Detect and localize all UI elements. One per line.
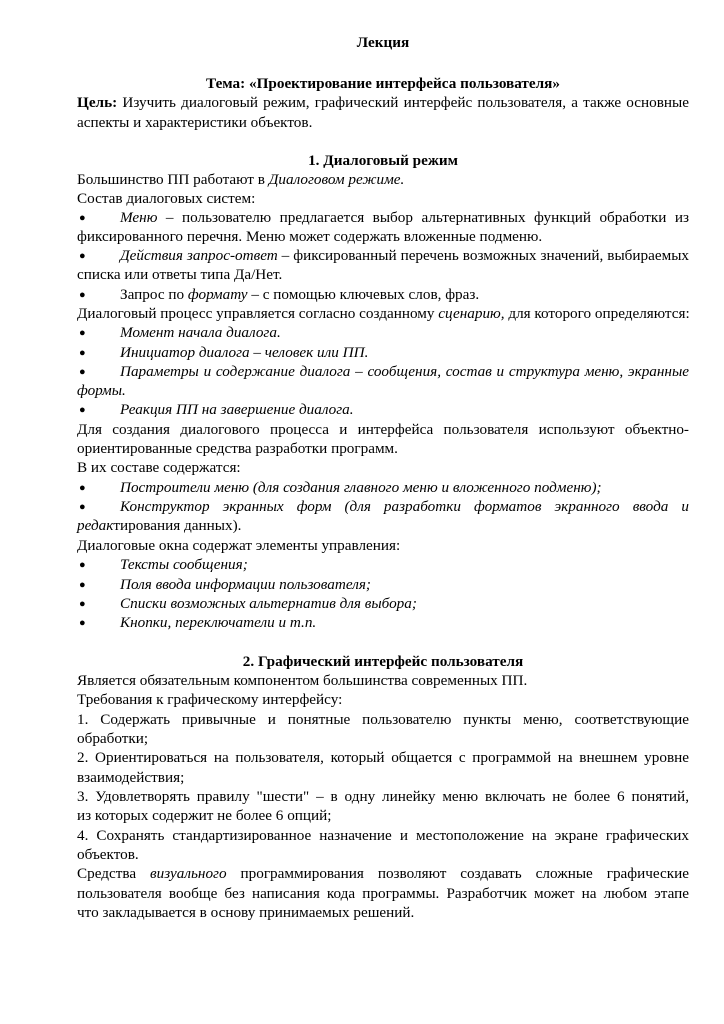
- paragraph: Является обязательным компонентом большинства современных ПП.: [77, 672, 528, 689]
- bullet-item-cont: списка или ответы типа Да/Нет.: [77, 266, 283, 283]
- paragraph: Для создания диалогового процесса и интерфейса пользователя используют объектно-: [77, 421, 689, 438]
- paragraph: Диалоговые окна содержат элементы управления:: [77, 537, 401, 554]
- bullet-item: ● Запрос по формату – с помощью ключевых слов, фраз.: [79, 286, 480, 303]
- bullet-icon: ●: [79, 501, 86, 513]
- requirement-item-cont: из которых содержит не более 6 опций;: [77, 807, 332, 824]
- bullet-icon: ●: [79, 327, 86, 339]
- bullet-icon: ●: [79, 617, 86, 629]
- bullet-icon: ●: [79, 212, 86, 224]
- paragraph: Диалоговый процесс управляется согласно созданному сценарию, для которого определяются:: [77, 305, 690, 322]
- paragraph-cont: пользователя вообще без написания кода программы. Разработчик может на любом этапе: [77, 885, 689, 902]
- lecture-topic: Тема: «Проектирование интерфейса пользователя»: [206, 75, 560, 92]
- paragraph: Большинство ПП работают в Диалоговом режиме.: [77, 171, 405, 188]
- bullet-item: ● Параметры и содержание диалога – сообщения, состав и структура меню, экранные: [79, 363, 689, 380]
- bullet-icon: ●: [79, 289, 86, 301]
- section-2-heading: 2. Графический интерфейс пользователя: [242, 653, 524, 670]
- paragraph: Требования к графическому интерфейсу:: [77, 691, 343, 708]
- bullet-item: ● Момент начала диалога.: [79, 324, 281, 341]
- paragraph: Состав диалоговых систем:: [77, 190, 256, 207]
- bullet-icon: ●: [79, 366, 86, 378]
- bullet-item: ● Тексты сообщения;: [79, 556, 248, 573]
- paragraph-cont: что закладывается в основу принимаемых решений.: [77, 904, 415, 921]
- requirement-item: 3. Удовлетворять правилу "шести" – в одну линейку меню включать не более 6 понятий,: [77, 788, 689, 805]
- bullet-item: ● Действия запрос-ответ – фиксированный перечень возможных значений, выбираемых: [79, 247, 689, 264]
- bullet-icon: ●: [79, 579, 86, 591]
- bullet-item: ● Конструктор экранных форм (для разработки форматов экранного ввода и: [79, 498, 689, 515]
- bullet-item: ● Списки возможных альтернатив для выбора;: [79, 595, 417, 612]
- requirement-item: 1. Содержать привычные и понятные пользователю пункты меню, соответствующие: [77, 711, 689, 728]
- goal-line-1: Цель: Изучить диалоговый режим, графический интерфейс пользователя, а также основные: [77, 94, 689, 111]
- bullet-icon: ●: [79, 347, 86, 359]
- section-1-heading: 1. Диалоговый режим: [308, 152, 458, 169]
- requirement-item-cont: объектов.: [77, 846, 139, 863]
- bullet-icon: ●: [79, 598, 86, 610]
- bullet-item-cont: фиксированного перечня. Меню может содержать вложенные подменю.: [77, 228, 543, 245]
- requirement-item: 2. Ориентироваться на пользователя, который общается с программой на внешнем уровне: [77, 749, 689, 766]
- requirement-item-cont: взаимодействия;: [77, 769, 185, 786]
- bullet-item: ● Построители меню (для создания главного меню и вложенного подменю);: [79, 479, 602, 496]
- bullet-item: ● Меню – пользователю предлагается выбор альтернативных функций обработки из: [79, 209, 689, 226]
- bullet-item: ● Поля ввода информации пользователя;: [79, 576, 371, 593]
- paragraph-cont: ориентированные средства разработки программ.: [77, 440, 398, 457]
- bullet-icon: ●: [79, 404, 86, 416]
- bullet-item-cont: редактирования данных).: [77, 517, 242, 534]
- lecture-title: Лекция: [356, 34, 410, 51]
- bullet-icon: ●: [79, 482, 86, 494]
- bullet-icon: ●: [79, 559, 86, 571]
- bullet-item: ● Кнопки, переключатели и т.п.: [79, 614, 317, 631]
- bullet-item: ● Реакция ПП на завершение диалога.: [79, 401, 354, 418]
- bullet-item-cont: формы.: [77, 382, 126, 399]
- requirement-item-cont: обработки;: [77, 730, 149, 747]
- paragraph: В их составе содержатся:: [77, 459, 241, 476]
- goal-line-2: аспекты и характеристики объектов.: [77, 114, 313, 131]
- bullet-item: ● Инициатор диалога – человек или ПП.: [79, 344, 369, 361]
- requirement-item: 4. Сохранять стандартизированное назначение и местоположение на экране графических: [77, 827, 689, 844]
- bullet-icon: ●: [79, 250, 86, 262]
- paragraph: Средства визуального программирования позволяют создавать сложные графические: [77, 865, 689, 882]
